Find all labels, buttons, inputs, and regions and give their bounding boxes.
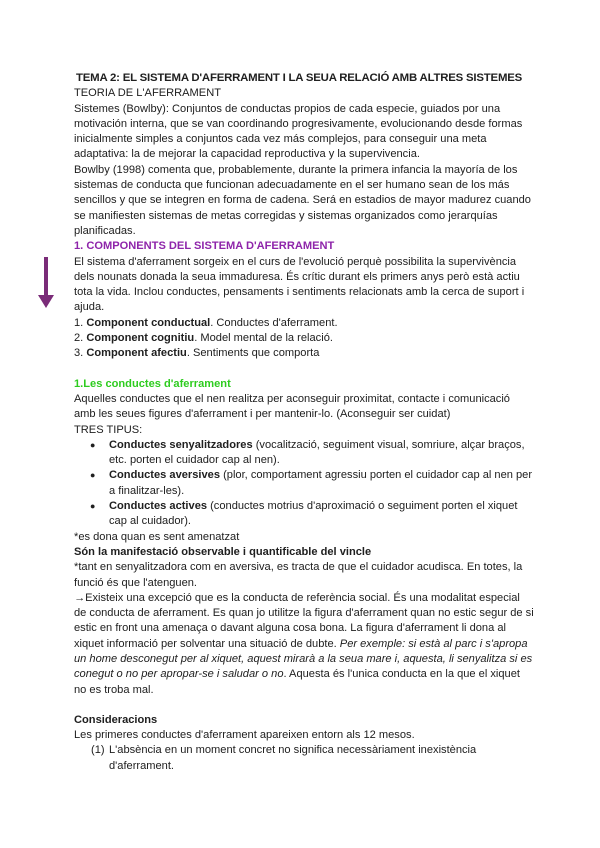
page-title: TEMA 2: EL SISTEMA D'AFERRAMENT I LA SEUA RELACIÓ AMB ALTRES SISTEMES xyxy=(76,72,523,84)
bullet-item: ● Conductes aversives (plor, comportament agressiu porten el cuidador cap al nen per a finalitzar-les). xyxy=(90,469,533,497)
component-list xyxy=(74,316,534,362)
bullet-icon: ● xyxy=(90,501,96,512)
down-arrow-icon xyxy=(36,257,56,309)
consider-item: (1) L'absència en un moment concret no significa necessàriament inexistència d'aferrament. xyxy=(91,744,477,772)
subsection-heading-conductes: 1.Les conductes d'aferrament xyxy=(74,377,231,390)
paragraph-bowlby: Bowlby (1998) comenta que, probablemente, durante la primera infancia la mayoría de los sistemas de conducta que funcionan adecuadamente en el ser humano sean de los más sencillos y que se integren en forma de cadena. Será en estadios de mayor madurez cuando se manifiesten sistemas de metas corregidas y sistemas organizados como jerarquías planificadas. xyxy=(74,163,531,237)
bullet-list xyxy=(74,438,534,530)
bullet-item: ● Conductes senyalitzadores (vocalització, seguiment visual, somriure, alçar braços, etc. porten el cuidador cap al nen). xyxy=(90,438,525,467)
note-cuidador: *tant en senyalitzadora com en aversiva, es tracta de que el cuidador acudisca. En totes, la funció és que l'atenguen. xyxy=(74,561,523,589)
note-amenatzat: *es dona quan es sent amenatzat xyxy=(74,530,240,543)
bullet-icon: ● xyxy=(90,439,96,450)
paragraph-primeres: Les primeres conductes d'aferrament apareixen entorn als 12 mesos. xyxy=(74,729,415,742)
bullet-item: ● Conductes actives (conductes motrius d'aproximació o seguiment porten el xiquet cap al cuidador). xyxy=(90,500,518,528)
section-heading-components: 1. COMPONENTS DEL SISTEMA D'AFERRAMENT xyxy=(74,240,335,253)
component-item: 3. Component afectiu. Sentiments que comporta xyxy=(74,347,320,360)
component-item: 2. Component cognitiu. Model mental de la relació. xyxy=(74,332,333,345)
bold-statement: Són la manifestació observable i quantificable del vincle xyxy=(74,545,372,558)
paragraph-referencia-social: →Existeix una excepció que es la conducta de referència social. És una modalitat especial de conducta de aferrament. Es quan jo utilitze la figura d'aferrament quan no estic segur de si estic en front una amenaça o davant alguna cosa bona. La figura d'aferrament li dona al xiquet informació per solventar una situació de dubte. Per exemple: si està al parc i s'apropa un home desconegut per al xiquet, aquest mirarà a la seua mare i, aquesta, li senyalitza si es conegut o no per apropar-se i saludar o no. Aquesta és l'unica conducta en la que el xiquet no es troba mal. xyxy=(74,591,534,696)
paragraph-sistemes: Sistemes (Bowlby): Conjuntos de conductas propios de cada especie, guiados por una motivación interna, que se van coordinando progresivamente, evolucionando desde formas inicialmente simples a conjuntos cada vez más complejos, para conseguir una meta adaptativa: la de mejorar la capacidad reproductiva y la supervivencia. xyxy=(74,102,523,161)
document-body xyxy=(74,71,534,774)
paragraph-conductes: Aquelles conductes que el nen realitza per aconseguir proximitat, contacte i comunicació amb les seues figures d'aferrament i per mantenir-lo. (Aconseguir ser cuidat) xyxy=(74,392,510,421)
tres-tipus-label: TRES TIPUS: xyxy=(74,423,143,436)
component-item: 1. Component conductual. Conductes d'aferrament. xyxy=(74,316,338,329)
bullet-icon: ● xyxy=(90,470,96,481)
consideracions-heading: Consideracions xyxy=(74,713,158,726)
subtitle: TEORIA DE L'AFERRAMENT xyxy=(74,87,221,100)
paragraph-sistema: El sistema d'aferrament sorgeix en el curs de l'evolució perquè possibilita la supervivència dels nounats donada la seua immaduresa. És crític durant els primers anys però està actiu tota la vida. Inclou conductes, pensaments i sentiments relacionats amb la cerca de suport i ajuda. xyxy=(74,255,525,314)
